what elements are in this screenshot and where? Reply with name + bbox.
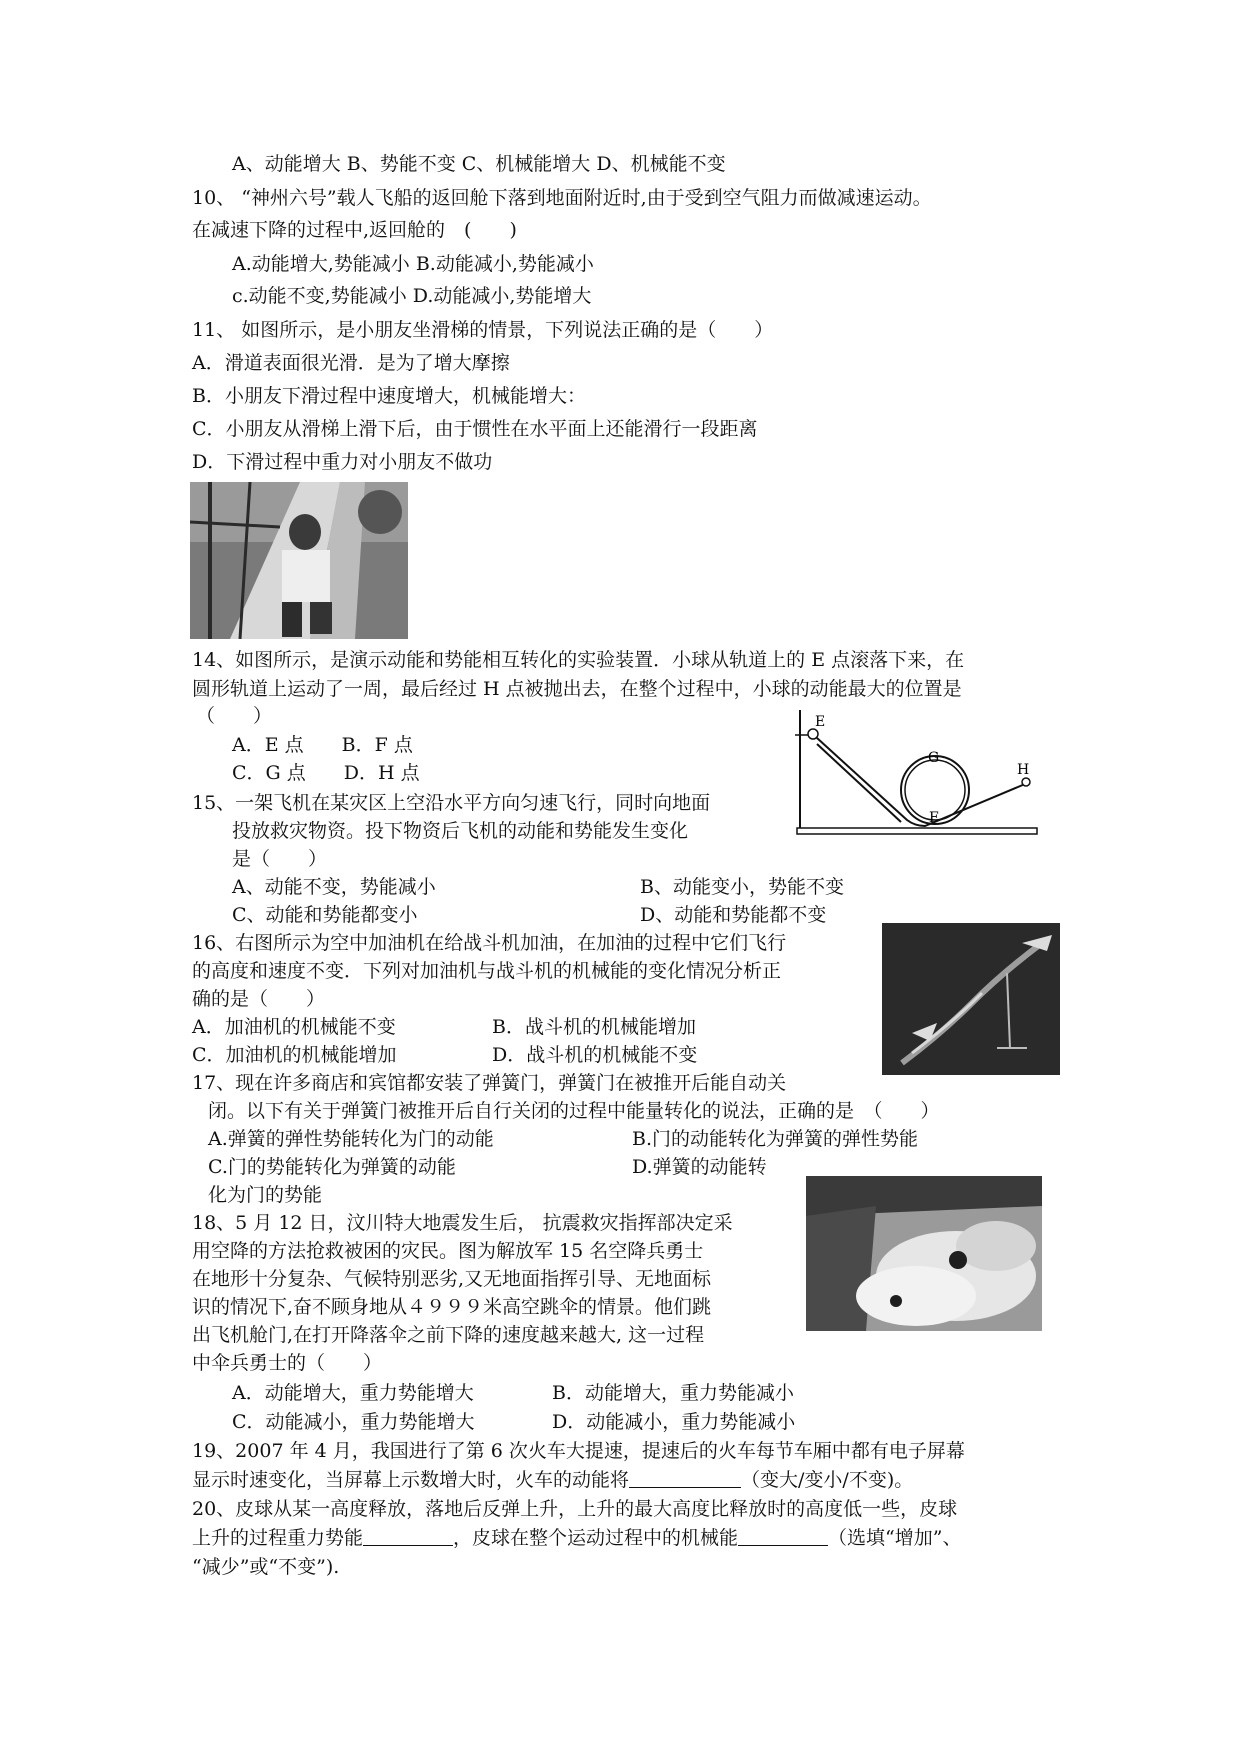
q17-option-d: D.弹簧的动能转 <box>632 1156 767 1178</box>
q19-stem-line1: 19、2007 年 4 月，我国进行了第 6 次火车大提速，提速后的火车每节车厢中都有电子屏幕 <box>192 1440 965 1462</box>
q18-option-c: C．动能减小，重力势能增大 <box>232 1411 475 1433</box>
q17-stem-line1: 17、现在许多商店和宾馆都安装了弹簧门，弹簧门在被推开后能自动关 <box>192 1072 787 1094</box>
q18-stem-line3: 在地形十分复杂、气候特别恶劣,又无地面指挥引导、无地面标 <box>192 1268 712 1290</box>
q14-options-cd: C．G 点 D．H 点 <box>232 762 420 784</box>
q20-answer-blank-1[interactable] <box>363 1525 453 1546</box>
q17-option-d-cont: 化为门的势能 <box>208 1184 323 1206</box>
q18-stem-line6: 中伞兵勇士的（ ） <box>192 1352 383 1374</box>
q18-stem-line4: 识的情况下,奋不顾身地从４９９９米高空跳伞的情景。他们跳 <box>192 1296 712 1318</box>
q20-stem-line2 <box>192 1524 961 1552</box>
q17-stem-line2: 闭。以下有关于弹簧门被推开后自行关闭的过程中能量转化的说法，正确的是 （ ） <box>208 1100 940 1122</box>
q17-option-b: B.门的动能转化为弹簧的弹性势能 <box>632 1128 919 1150</box>
q15-option-a: A、动能不变，势能减小 <box>232 876 436 898</box>
q16-option-b: B．战斗机的机械能增加 <box>492 1016 696 1038</box>
q11-option-c: C．小朋友从滑梯上滑下后，由于惯性在水平面上还能滑行一段距离 <box>192 418 758 440</box>
q10-options-cd: c.动能不变,势能减小 D.动能减小,势能增大 <box>232 285 592 307</box>
q20-text-after-blank2: （选填“增加”、 <box>828 1527 962 1549</box>
label-h: H <box>1017 762 1030 778</box>
q18-option-b: B．动能增大，重力势能减小 <box>552 1382 794 1404</box>
q11-option-a: A．滑道表面很光滑．是为了增大摩擦 <box>192 352 510 374</box>
q20-stem-line1: 20、皮球从某一高度释放，落地后反弹上升，上升的最大高度比释放时的高度低一些，皮球 <box>192 1498 958 1520</box>
paratrooper-photo <box>806 1176 1042 1331</box>
q19-text-after-blank: （变大/变小/不变)。 <box>741 1469 914 1491</box>
q10-stem-line2: 在减速下降的过程中,返回舱的 ( ) <box>192 219 517 241</box>
slide-photo <box>190 482 408 639</box>
q14-stem-line1: 14、如图所示，是演示动能和势能相互转化的实验装置．小球从轨道上的 E 点滚落下来，在 <box>192 649 965 671</box>
q16-option-d: D．战斗机的机械能不变 <box>492 1044 698 1066</box>
q19-answer-blank[interactable] <box>629 1467 741 1488</box>
q14-options-ab: A．E 点 B．F 点 <box>232 734 413 756</box>
q15-option-b: B、动能变小，势能不变 <box>640 876 844 898</box>
q15-stem-line1: 15、一架飞机在某灾区上空沿水平方向匀速飞行，同时向地面 <box>192 792 711 814</box>
q15-stem-line3: 是（ ） <box>232 848 328 870</box>
q17-option-a: A.弹簧的弹性势能转化为门的动能 <box>208 1128 494 1150</box>
q11-option-b: B．小朋友下滑过程中速度增大，机械能增大： <box>192 385 586 407</box>
q19-stem-line2 <box>192 1466 913 1494</box>
q10-options-ab: A.动能增大,势能减小 B.动能减小,势能减小 <box>232 253 594 275</box>
q15-option-d: D、动能和势能都不变 <box>640 904 827 926</box>
track-diagram <box>795 708 1040 840</box>
q16-option-c: C．加油机的机械能增加 <box>192 1044 397 1066</box>
q18-option-a: A．动能增大，重力势能增大 <box>232 1382 474 1404</box>
q17-option-c: C.门的势能转化为弹簧的动能 <box>208 1156 456 1178</box>
label-f: F <box>929 810 939 826</box>
q14-stem-line3: （ ） <box>196 705 273 727</box>
q11-option-d: D．下滑过程中重力对小朋友不做功 <box>192 451 493 473</box>
q19-text-before-blank: 显示时速变化，当屏幕上示数增大时，火车的动能将 <box>192 1469 630 1491</box>
q16-stem-line1: 16、右图所示为空中加油机在给战斗机加油，在加油的过程中它们飞行 <box>192 932 787 954</box>
label-e: E <box>815 714 826 730</box>
q11-stem: 11、 如图所示，是小朋友坐滑梯的情景，下列说法正确的是（ ） <box>192 319 774 341</box>
q20-text-before-blank1: 上升的过程重力势能 <box>192 1527 364 1549</box>
q14-stem-line2: 圆形轨道上运动了一周，最后经过 H 点被抛出去，在整个过程中，小球的动能最大的位置是 <box>192 678 962 700</box>
q18-option-d: D．动能减小，重力势能减小 <box>552 1411 796 1433</box>
q20-text-between-blanks: ，皮球在整个运动过程中的机械能 <box>453 1527 739 1549</box>
q18-stem-line5: 出飞机舱门,在打开降落伞之前下降的速度越来越大, 这一过程 <box>192 1324 705 1346</box>
q16-stem-line3: 确的是（ ） <box>192 988 326 1010</box>
q15-option-c: C、动能和势能都变小 <box>232 904 418 926</box>
q9-options: A、动能增大 B、势能不变 C、机械能增大 D、机械能不变 <box>232 153 726 175</box>
q16-option-a: A．加油机的机械能不变 <box>192 1016 396 1038</box>
q20-stem-line3: “减少”或“不变”). <box>192 1556 340 1578</box>
q18-stem-line1: 18、5 月 12 日，汶川特大地震发生后， 抗震救灾指挥部决定采 <box>192 1212 733 1234</box>
label-g: G <box>928 750 940 766</box>
refueling-photo <box>882 923 1060 1075</box>
q16-stem-line2: 的高度和速度不变．下列对加油机与战斗机的机械能的变化情况分析正 <box>192 960 782 982</box>
q18-stem-line2: 用空降的方法抢救被困的灾民。图为解放军 15 名空降兵勇士 <box>192 1240 704 1262</box>
q20-answer-blank-2[interactable] <box>738 1525 828 1546</box>
q10-stem-line1: 10、 “神州六号”载人飞船的返回舱下落到地面附近时,由于受到空气阻力而做减速运动。 <box>192 187 932 209</box>
q15-stem-line2: 投放救灾物资。投下物资后飞机的动能和势能发生变化 <box>232 820 689 842</box>
